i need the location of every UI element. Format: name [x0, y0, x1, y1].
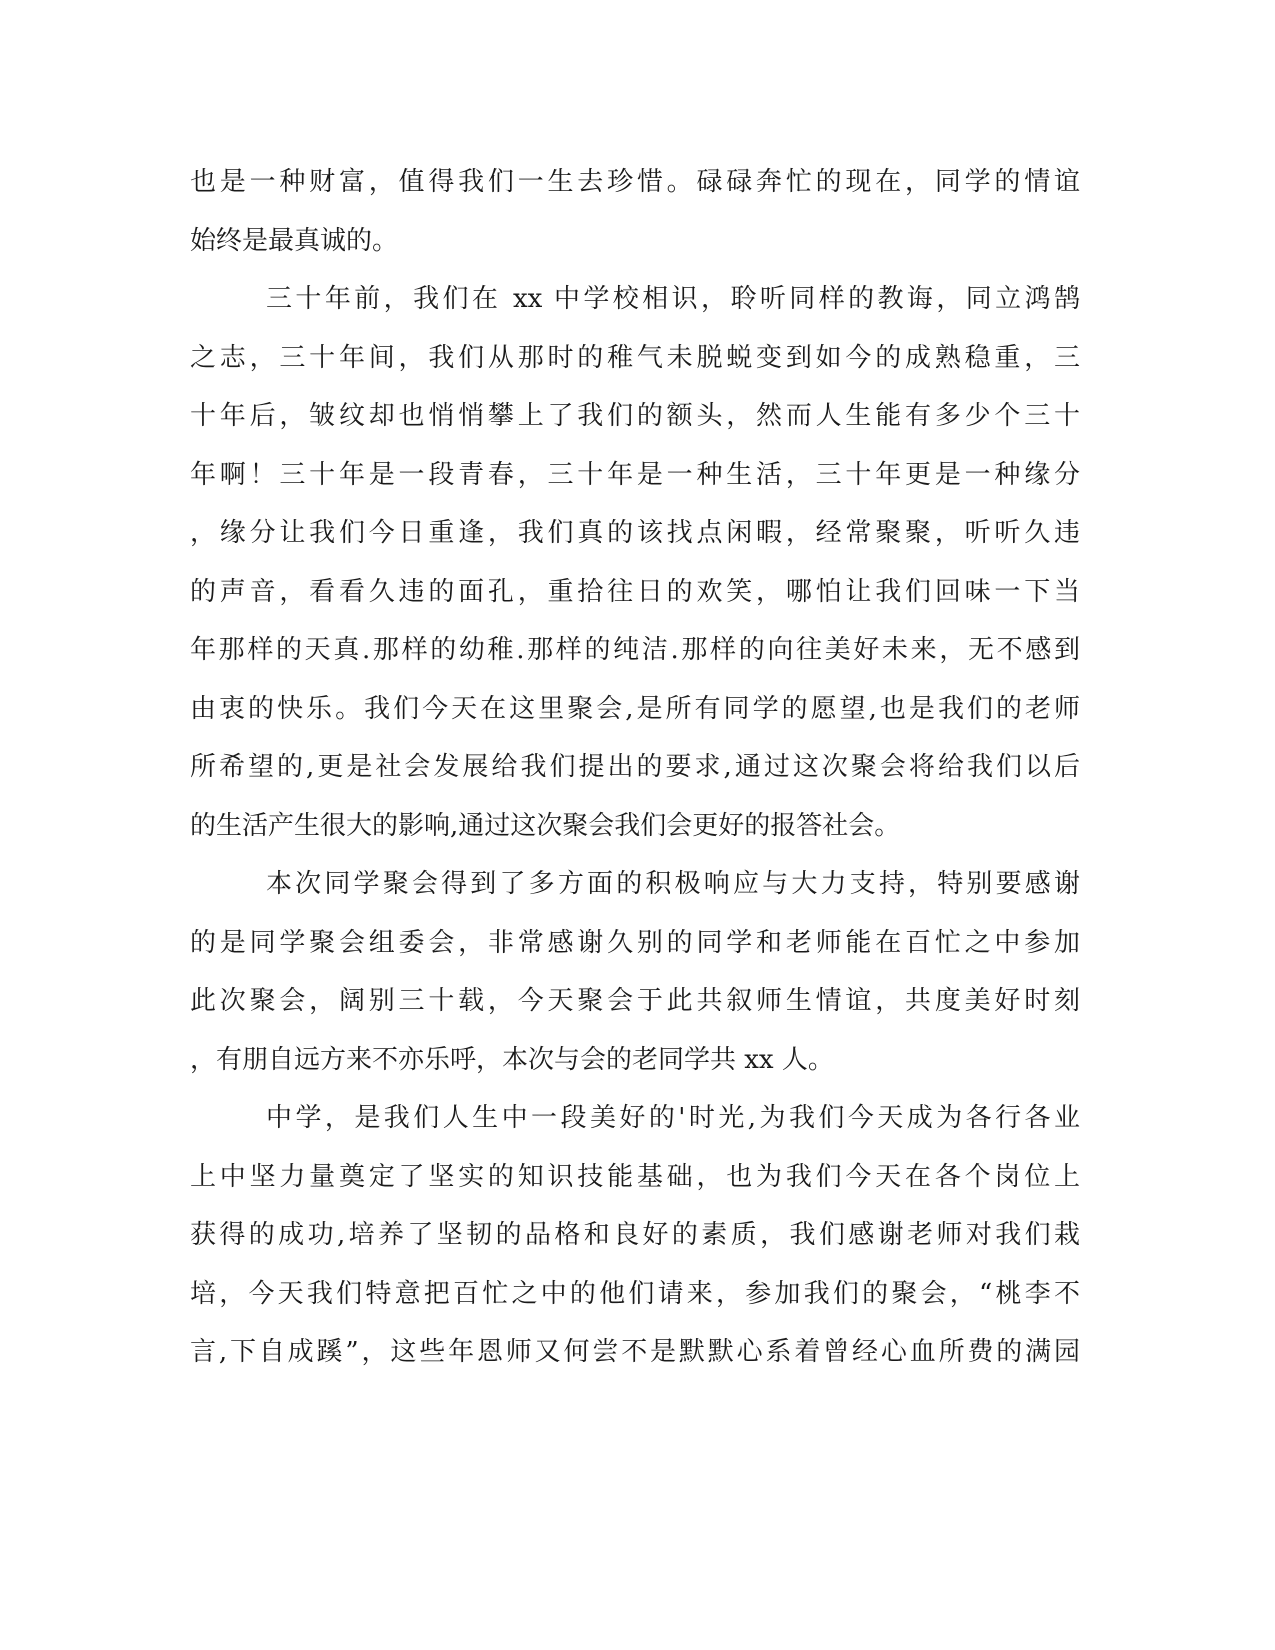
text-line: 也是一种财富，值得我们一生去珍惜。碌碌奔忙的现在，同学的情谊 — [190, 167, 1080, 197]
text-line: ，有朋自远方来不亦乐呼，本次与会的老同学共 xx 人。 — [190, 1045, 834, 1075]
text-line: 由衷的快乐。我们今天在这里聚会,是所有同学的愿望,也是我们的老师 — [190, 694, 1080, 724]
text-line: 始终是最真诚的。 — [190, 226, 399, 256]
paragraph-first-line: 中学，是我们人生中一段美好的'时光,为我们今天成为各行各业 — [266, 1103, 1080, 1133]
text-line: 的声音，看看久违的面孔，重拾往日的欢笑，哪怕让我们回味一下当 — [190, 577, 1080, 607]
text-line: 之志，三十年间，我们从那时的稚气未脱蜕变到如今的成熟稳重，三 — [190, 343, 1080, 373]
paragraph-first-line: 本次同学聚会得到了多方面的积极响应与大力支持，特别要感谢 — [266, 869, 1080, 899]
text-line: 上中坚力量奠定了坚实的知识技能基础，也为我们今天在各个岗位上 — [190, 1162, 1080, 1192]
text-line: 所希望的,更是社会发展给我们提出的要求,通过这次聚会将给我们以后 — [190, 752, 1080, 782]
text-line: 年啊！三十年是一段青春，三十年是一种生活，三十年更是一种缘分 — [190, 460, 1080, 490]
text-line: 言,下自成蹊”，这些年恩师又何尝不是默默心系着曾经心血所费的满园 — [190, 1337, 1080, 1367]
text-line: 培，今天我们特意把百忙之中的他们请来，参加我们的聚会，“桃李不 — [190, 1279, 1080, 1309]
text-line: 年那样的天真.那样的幼稚.那样的纯洁.那样的向往美好未来，无不感到 — [190, 635, 1080, 665]
text-line: ，缘分让我们今日重逢，我们真的该找点闲暇，经常聚聚，听听久违 — [190, 518, 1080, 548]
text-line: 获得的成功,培养了坚韧的品格和良好的素质，我们感谢老师对我们栽 — [190, 1220, 1080, 1250]
text-line: 的是同学聚会组委会，非常感谢久别的同学和老师能在百忙之中参加 — [190, 928, 1080, 958]
text-line: 十年后，皱纹却也悄悄攀上了我们的额头，然而人生能有多少个三十 — [190, 401, 1080, 431]
text-line: 的生活产生很大的影响,通过这次聚会我们会更好的报答社会。 — [190, 811, 901, 841]
text-line: 此次聚会，阔别三十载，今天聚会于此共叙师生情谊，共度美好时刻 — [190, 986, 1080, 1016]
paragraph-first-line: 三十年前，我们在 xx 中学校相识，聆听同样的教诲，同立鸿鹄 — [266, 284, 1080, 314]
